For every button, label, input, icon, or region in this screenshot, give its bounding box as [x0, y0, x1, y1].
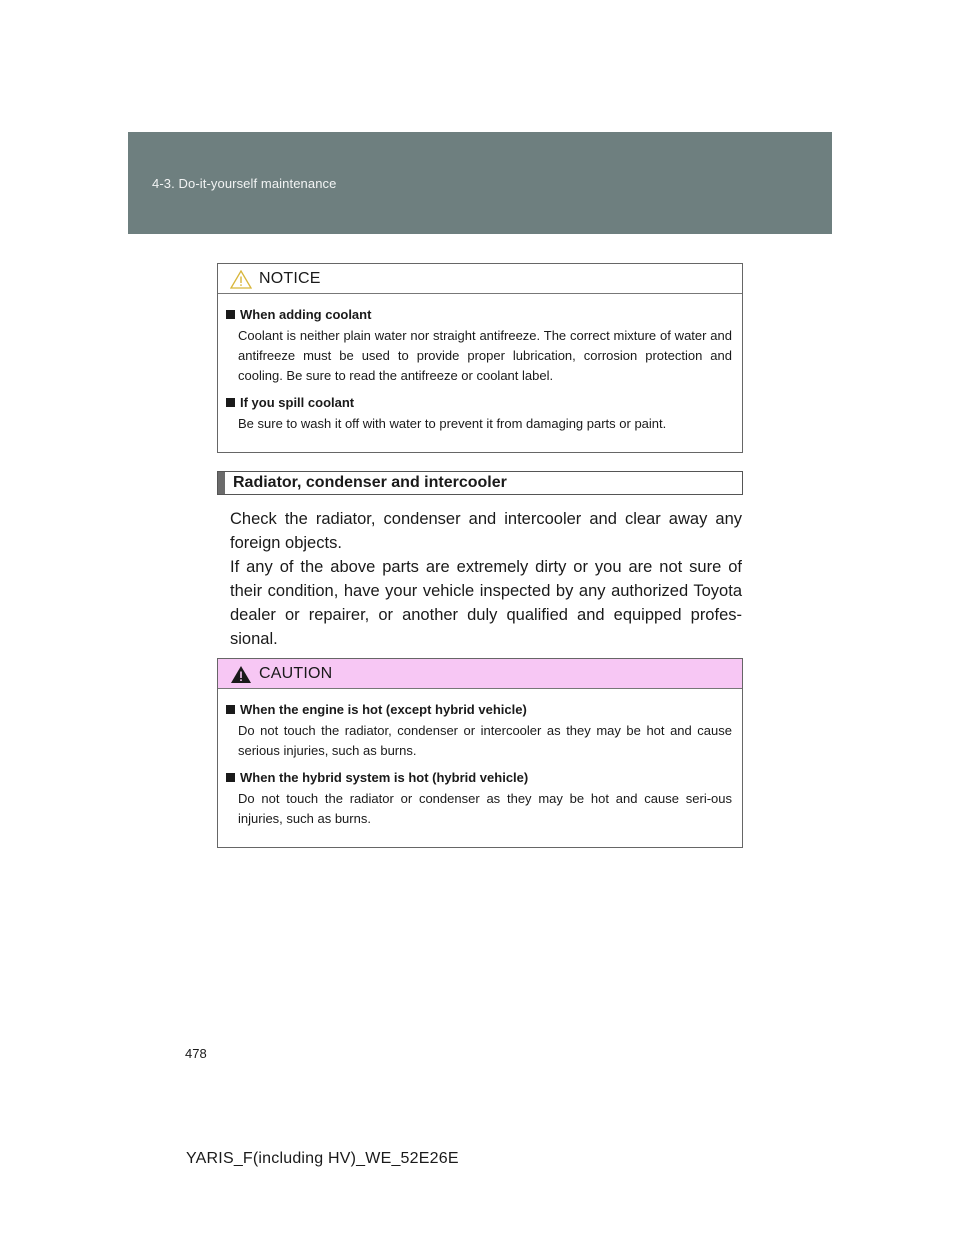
caution-item [226, 767, 732, 829]
caution-header [218, 659, 742, 689]
square-bullet-icon [226, 310, 235, 319]
section-heading-bar [217, 471, 743, 495]
notice-body [218, 294, 742, 434]
notice-item-text: Coolant is neither plain water nor straight antifreeze. The correct mixture of water and antifreeze must be used to provide proper lubrication, corrosion protection and cooling. Be sure to read the antifreeze or coolant label. [238, 328, 732, 383]
notice-item-title: If you spill coolant [240, 394, 355, 410]
caution-body [218, 689, 742, 829]
square-bullet-icon [226, 705, 235, 714]
caution-box [217, 658, 743, 848]
notice-header [218, 264, 742, 294]
section-paragraph: If any of the above parts are extremely dirty or you are not sure of their condition, have your vehicle inspected by any authorized Toyota dealer or repairer, or another duly qualified and equipped profes-sional. [230, 558, 742, 648]
document-footer: YARIS_F(including HV)_WE_52E26E [186, 1150, 459, 1167]
square-bullet-icon [226, 773, 235, 782]
section-title: Radiator, condenser and intercooler [233, 474, 507, 491]
warning-triangle-filled-icon [230, 665, 252, 684]
notice-box [217, 263, 743, 453]
notice-item [226, 304, 732, 386]
section-paragraph: Check the radiator, condenser and intercooler and clear away any foreign objects. [230, 510, 742, 552]
caution-item-title: When the engine is hot (except hybrid vehicle) [240, 701, 527, 717]
notice-label: NOTICE [259, 270, 321, 287]
square-bullet-icon [226, 398, 235, 407]
header-band [128, 132, 832, 234]
caution-item-title: When the hybrid system is hot (hybrid vehicle) [240, 769, 529, 785]
caution-item-text: Do not touch the radiator or condenser as they may be hot and cause seri-ous injuries, such as burns. [238, 791, 732, 826]
section-body [230, 507, 742, 651]
section-accent [218, 472, 225, 494]
notice-item [226, 392, 732, 434]
warning-triangle-outline-icon [230, 270, 252, 289]
caution-label: CAUTION [259, 665, 333, 682]
notice-item-title: When adding coolant [240, 306, 372, 322]
caution-item [226, 699, 732, 761]
caution-item-text: Do not touch the radiator, condenser or intercooler as they may be hot and cause serious injuries, such as burns. [238, 723, 732, 758]
notice-item-text: Be sure to wash it off with water to prevent it from damaging parts or paint. [238, 416, 667, 431]
page-number: 478 [185, 1046, 207, 1061]
section-breadcrumb: 4-3. Do-it-yourself maintenance [152, 176, 337, 191]
